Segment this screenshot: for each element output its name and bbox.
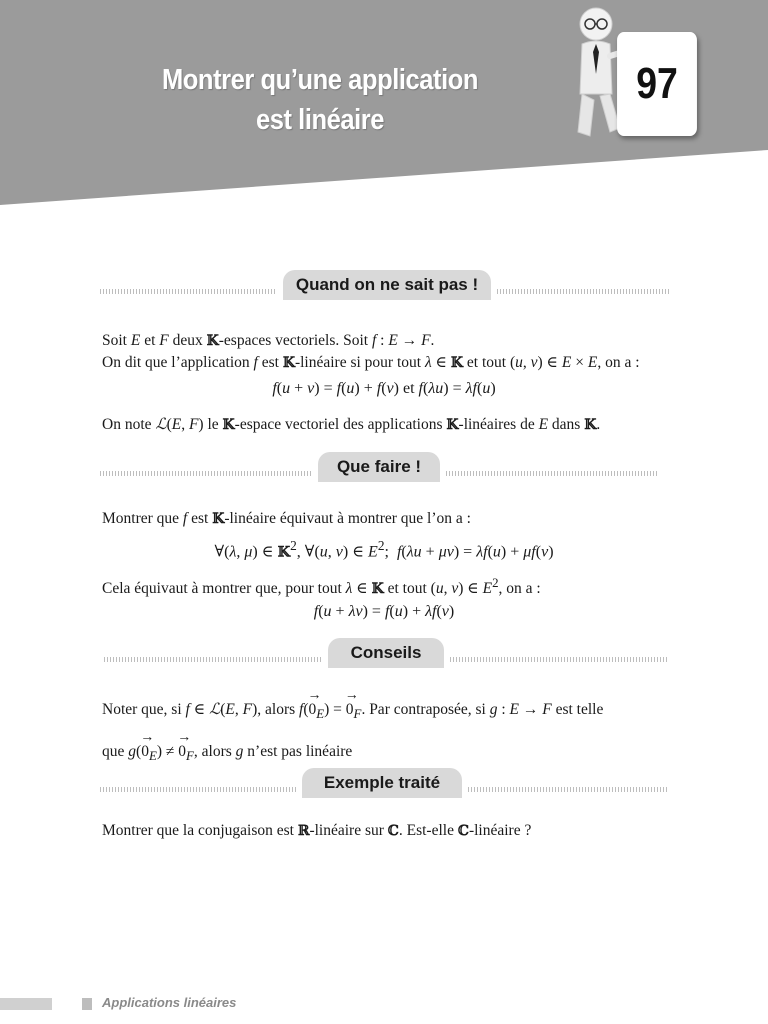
section-header-exemple [100,768,670,798]
method-text: Montrer que f est 𝕂-linéaire équivaut à montrer que l’on a : [102,510,471,527]
footer-bar [0,998,52,1010]
section-tab: Quand on ne sait pas ! [283,270,491,300]
section-tab: Exemple traité [302,768,462,798]
example-text: Montrer que la conjugaison est ℝ-linéaire sur ℂ. Est-elle ℂ-linéaire ? [102,822,532,839]
chapter-number-card [617,32,697,136]
section-tab: Conseils [328,638,444,668]
method-equation-2: f(u + λv) = f(u) + λf(v) [313,603,455,620]
dotted-rule [497,289,670,294]
advice-text: Noter que, si f ∈ ℒ(E, F), alors $f(\to 0_E)$ = → $0_F$. Par contraposée, si g : E → F est telle que $g(\to 0_E)$ ≠ → $0_F$, alors g n’est pas linéaire [102,688,603,778]
dotted-rule [468,787,668,792]
dotted-rule [104,657,322,662]
page-title: Montrer qu’une application est linéaire [161,64,479,136]
section-tab: Que faire ! [318,452,440,482]
chapter-number: 97 [636,59,678,108]
notation-text: On note ℒ(E, F) le 𝕂-espace vectoriel des applications 𝕂-linéaires de E dans 𝕂. [102,416,601,433]
dotted-rule [100,787,296,792]
dotted-rule [100,289,275,294]
definition-text: Soit E et F deux 𝕂-espaces vectoriels. Soit f : E → F. On dit que l’application f est 𝕂-linéaire si pour tout λ ∈ 𝕂 et tout (u, v) ∈ E × E, on a : [102,332,640,371]
footer-chapter-label: Applications linéaires [102,995,237,1010]
section-header-conseils [100,638,670,668]
dotted-rule [446,471,658,476]
linearity-equation: f(u + v) = f(u) + f(v) et f(λu) = λf(u) [272,380,496,397]
method-equation-1: ∀(λ, μ) ∈ 𝕂$^2$, ∀(u, v) ∈ $E^2$; f(λu + μv) = λf(u) + μf(v) [214,538,554,561]
dotted-rule [450,657,668,662]
footer-square [82,998,92,1010]
section-header-quand [100,270,670,300]
section-header-que-faire [100,452,670,482]
dotted-rule [100,471,312,476]
method-text-2: Cela équivaut à montrer que, pour tout λ ∈ 𝕂 et tout (u, v) ∈ $E^2$, on a : [102,575,541,598]
